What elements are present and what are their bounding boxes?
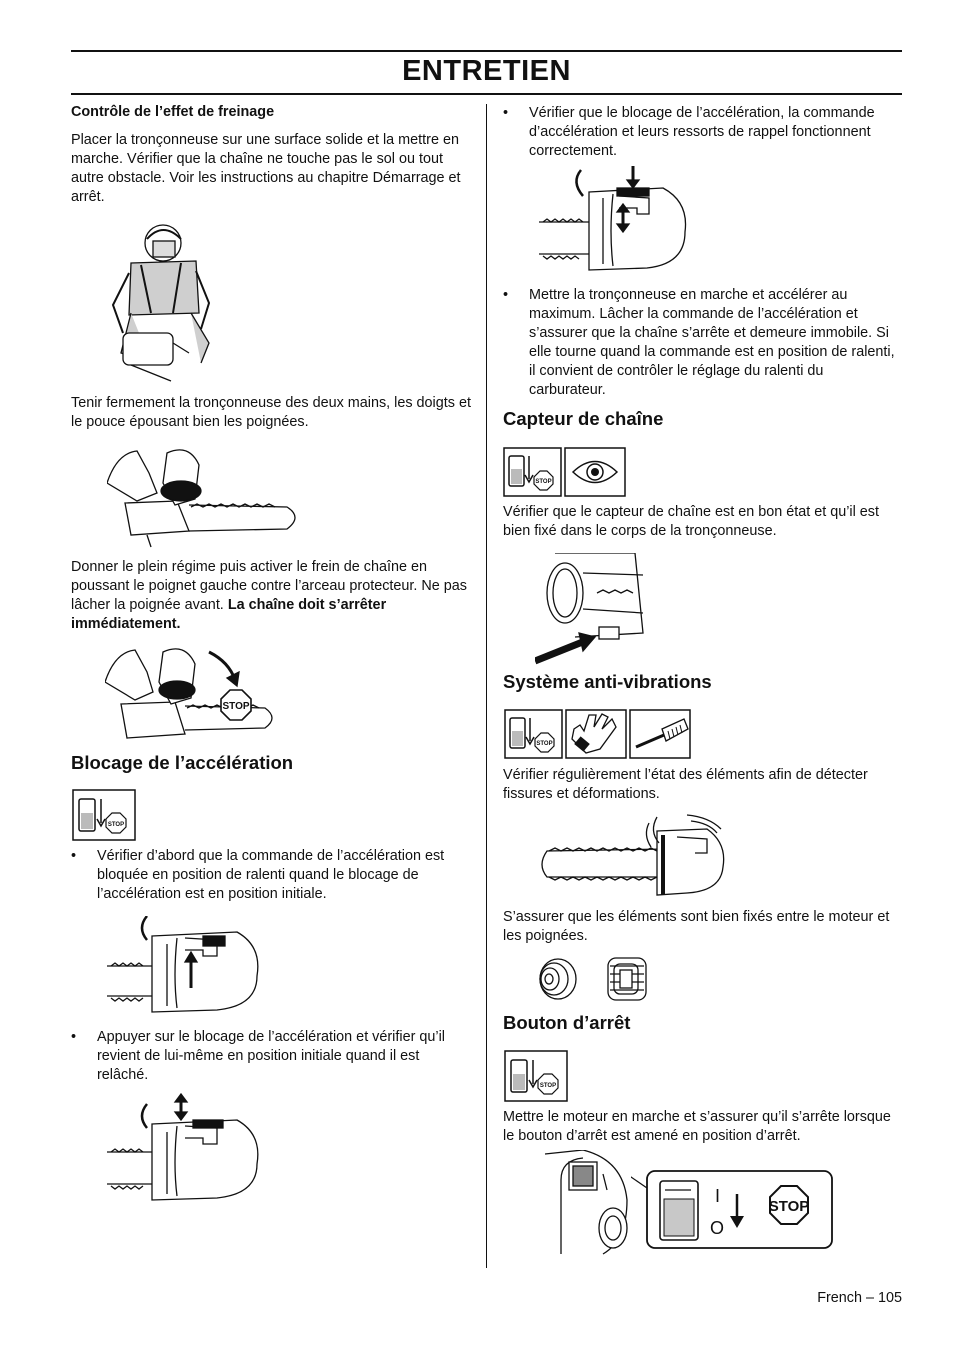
stop-switch-pictogram-icon: [505, 710, 562, 758]
svg-text:STOP: STOP: [535, 479, 552, 485]
stop-switch-diagram: [631, 1164, 835, 1252]
saw-vibration-illustration: [537, 811, 727, 901]
column-divider: [486, 104, 487, 1268]
rear-handle-lockout-illustration: [107, 1092, 267, 1212]
svg-text:STOP: STOP: [107, 822, 125, 828]
heading-throttle-lockout: Blocage de l’accélération: [71, 752, 294, 773]
brush-icon: [630, 710, 690, 758]
brake-activate-paragraph: [71, 558, 471, 634]
stop-switch-paragraph: Mettre le moteur en marche et s’assurer qu’il s’arrête lorsque le bouton d’arrêt est amené en position d’arrêt.: [503, 1109, 891, 1144]
bullet-idle-check: • Mettre la tronçonneuse en marche et accélérer au maximum. Lâcher la commande de l’accélération et s’assurer que la chaîne s’arrête et demeure immobile. Si elle tourne quand la commande est en position de ralenti, il convient de contrôler le réglage du ralenti du carburateur.: [503, 287, 895, 398]
stop-sign-icon: [220, 689, 252, 721]
chain-catcher-paragraph: Vérifier que le capteur de chaîne est en bon état et qu’il est bien fixé dans le corps de la tronçonneuse.: [503, 504, 879, 539]
brake-check-paragraph: Placer la tronçonneuse sur une surface solide et la mettre en marche. Vérifier que la chaîne ne touche pas le sol ou tout autre obstacle. Voir les instructions au chapitre Démarrage et arrêt.: [71, 132, 461, 205]
switch-off-label: O: [710, 1218, 725, 1238]
header-rule-top: [71, 50, 902, 52]
anti-vibration-pictograms: [504, 709, 692, 759]
chain-catcher-illustration: [535, 553, 647, 665]
hands-gripping-saw-illustration: [107, 443, 307, 551]
brake-check-subheading: Contrôle de l’effet de freinage: [71, 104, 275, 120]
bullet-lockout-return: • Appuyer sur le blocage de l’accélération et vérifier qu’il revient de lui-même en position initiale quand il est relâché.: [71, 1029, 445, 1083]
vibration-dampers-illustration: [536, 954, 656, 1004]
header-rule-bottom: [71, 93, 902, 95]
page-number: French – 105: [817, 1290, 902, 1306]
throttle-springs-illustration: [539, 166, 695, 280]
brake-activate-text: Donner le plein régime puis activer le frein de chaîne en poussant le poignet gauche contre l’arceau protecteur. Ne pas lâcher la poignée avant.: [71, 559, 468, 613]
rear-handle-throttle-illustration: [107, 916, 267, 1016]
operator-kneeling-illustration: [101, 213, 211, 383]
anti-vibration-paragraph-2: S’assurer que les éléments sont bien fixés entre le moteur et les poignées.: [503, 909, 890, 944]
bullet-throttle-locked: • Vérifier d’abord que la commande de l’accélération est bloquée en position de ralenti quand le blocage de l’accélération est en position initiale.: [71, 848, 445, 902]
bullet-check-springs: • Vérifier que le blocage de l’accélération, la commande d’accélération et leurs ressorts de rappel fonctionnent correctement.: [503, 105, 875, 159]
chain-catcher-pictograms: [503, 447, 627, 497]
eye-icon: [565, 448, 625, 496]
glove-icon: [566, 710, 626, 758]
anti-vibration-paragraph-1: Vérifier régulièrement l’état des éléments afin de détecter fissures et déformations.: [503, 767, 868, 802]
brake-activation-illustration: [105, 642, 315, 746]
page-title: ENTRETIEN: [402, 55, 571, 87]
switch-on-label: I: [715, 1186, 721, 1206]
heading-stop-switch: Bouton d’arrêt: [503, 1012, 631, 1033]
stop-sign-label: STOP: [222, 701, 250, 712]
heading-chain-catcher: Capteur de chaîne: [503, 408, 664, 429]
heading-anti-vibration: Système anti-vibrations: [503, 671, 712, 692]
svg-text:STOP: STOP: [536, 741, 553, 747]
stop-switch-pictogram-icon: [504, 448, 561, 496]
stop-switch-pictogram-icon: [504, 1050, 568, 1102]
rubber-damper-icon: [540, 959, 576, 999]
grip-paragraph: Tenir fermement la tronçonneuse des deux mains, les doigts et le pouce épousant bien les poignées.: [71, 395, 471, 430]
stop-switch-pictogram-icon: [72, 789, 136, 841]
svg-text:STOP: STOP: [768, 1198, 810, 1215]
brake-activate-warning: La chaîne doit s’arrêter immédiatement.: [71, 597, 387, 632]
svg-text:STOP: STOP: [539, 1083, 557, 1089]
spring-damper-icon: [608, 958, 646, 1000]
